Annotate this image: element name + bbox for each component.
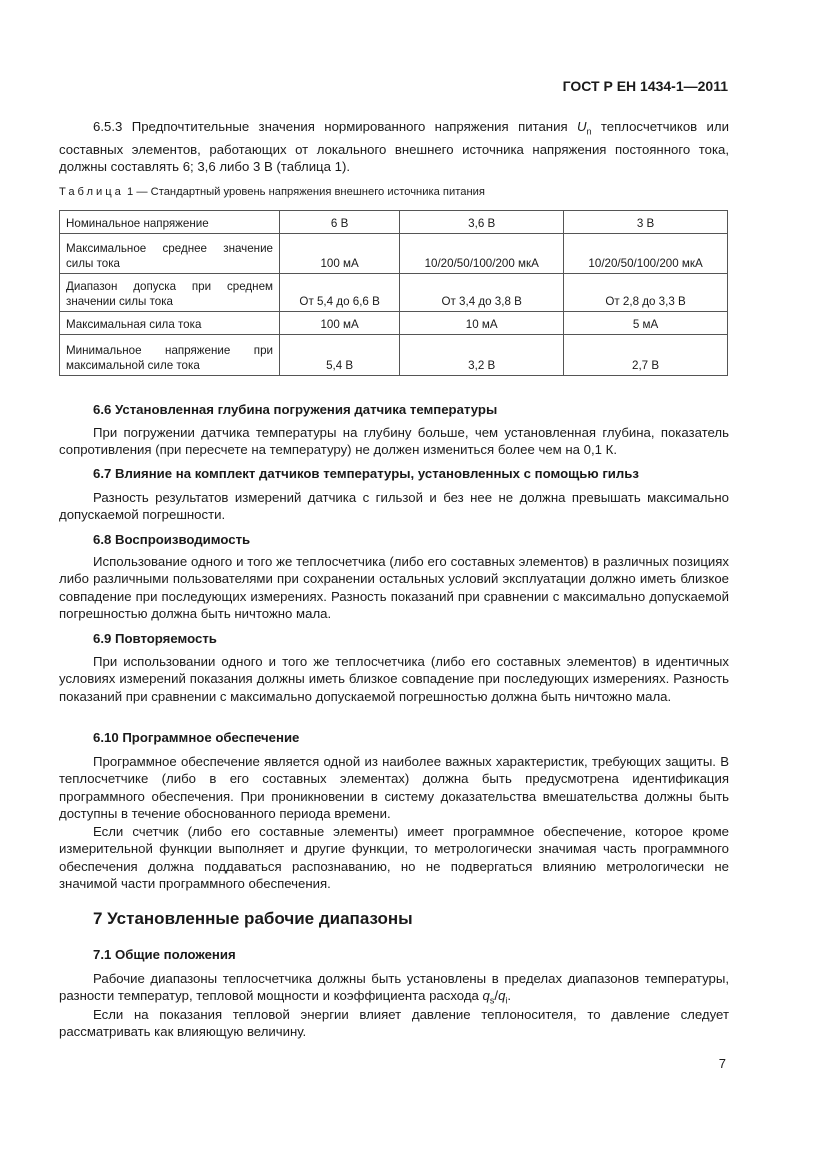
heading-6-10: 6.10 Программное обеспечение: [93, 730, 300, 745]
heading-6-9: 6.9 Повторяемость: [93, 631, 217, 646]
table-row: Номинальное напряжение 6 В 3,6 В 3 В: [60, 211, 728, 234]
paragraph-6-5-3: 6.5.3 Предпочтительные значения нормированного напряжения питания $U_n$ теплосчетчиков или составных элементов, работающих от локального внешнего источника напряжения постоянного тока, должны составлять 6; 3,6 либо 3 В (таблица 1).: [59, 119, 729, 175]
table-row: Минимальное напряжение при максимальной силе тока 5,4 В 3,2 В 2,7 В: [60, 335, 728, 376]
paragraph-6-9: При использовании одного и того же теплосчетчика (либо его составных элементов) в идентичных условиях измерений показания должны иметь близкое совпадение при последующих измерениях. Разность показаний при сравнении с максимально допускаемой погрешностью должна быть ничтожно мала.: [59, 654, 729, 704]
heading-6-6: 6.6 Установленная глубина погружения датчика температуры: [93, 402, 498, 417]
paragraph-6-7: Разность результатов измерений датчика с гильзой и без нее не должна превышать максимально допускаемой погрешности.: [59, 490, 729, 523]
paragraph-7-1-b: Если на показания тепловой энергии влияет давление теплоносителя, то давление следует рассматривать как влияющую величину.: [59, 1007, 729, 1040]
section-7-heading: 7 Установленные рабочие диапазоны: [93, 909, 413, 928]
heading-6-7: 6.7 Влияние на комплект датчиков температуры, установленных с помощью гильз: [93, 466, 639, 481]
table-caption: Таблица 1 — Стандартный уровень напряжения внешнего источника питания: [59, 186, 485, 198]
table-row: Диапазон допуска при среднем значении силы тока От 5,4 до 6,6 В От 3,4 до 3,8 В От 2,8 до 3,3 В: [60, 274, 728, 312]
paragraph-6-10-a: Программное обеспечение является одной из наиболее важных характеристик, требующих защиты. В теплосчетчике (либо в его составных элементах) должна быть предусмотрена идентификация программного обеспечения. При проникновении в систему доказательства вмешательства должны быть доступны в течение обоснованного периода времени.: [59, 754, 729, 822]
table-row: Максимальная сила тока 100 мА 10 мА 5 мА: [60, 312, 728, 335]
clause-number: 6.5.3: [93, 119, 123, 134]
page-number: 7: [718, 1056, 726, 1071]
paragraph-6-6: При погружении датчика температуры на глубину больше, чем установленная глубина, показатель сопротивления (при пересчете на температуру) не должен измениться более чем на 0,1 К.: [59, 425, 729, 458]
heading-7-1: 7.1 Общие положения: [93, 947, 236, 962]
paragraph-6-10-b: Если счетчик (либо его составные элементы) имеет программное обеспечение, которое кроме измерительной функции выполняет и другие функции, то метрологически значимая часть программного обеспечения должна поддаваться распознаванию, но не подвергаться влиянию метрологически не значимой части программного обеспечения.: [59, 824, 729, 892]
paragraph-7-1-a: Рабочие диапазоны теплосчетчика должны быть установлены в пределах диапазонов температуры, разности температур, тепловой мощности и коэффициента расхода $q_s/q_i$.: [59, 971, 729, 1007]
table-row: Максимальное среднее значение силы тока 100 мА 10/20/50/100/200 мкА 10/20/50/100/200 мкА: [60, 234, 728, 274]
heading-6-8: 6.8 Воспроизводимость: [93, 532, 251, 547]
standard-designation: ГОСТ Р ЕН 1434-1—2011: [562, 78, 728, 94]
paragraph-6-8: Использование одного и того же теплосчетчика (либо его составных элементов) в различных позициях либо различными пользователями при сохранении остальных условий эксплуатации должно иметь близкое совпадение при последующих измерениях. Разность показаний при сравнении с максимально допускаемой погрешностью должна быть ничтожно мала.: [59, 554, 729, 622]
voltage-table: [59, 210, 728, 376]
